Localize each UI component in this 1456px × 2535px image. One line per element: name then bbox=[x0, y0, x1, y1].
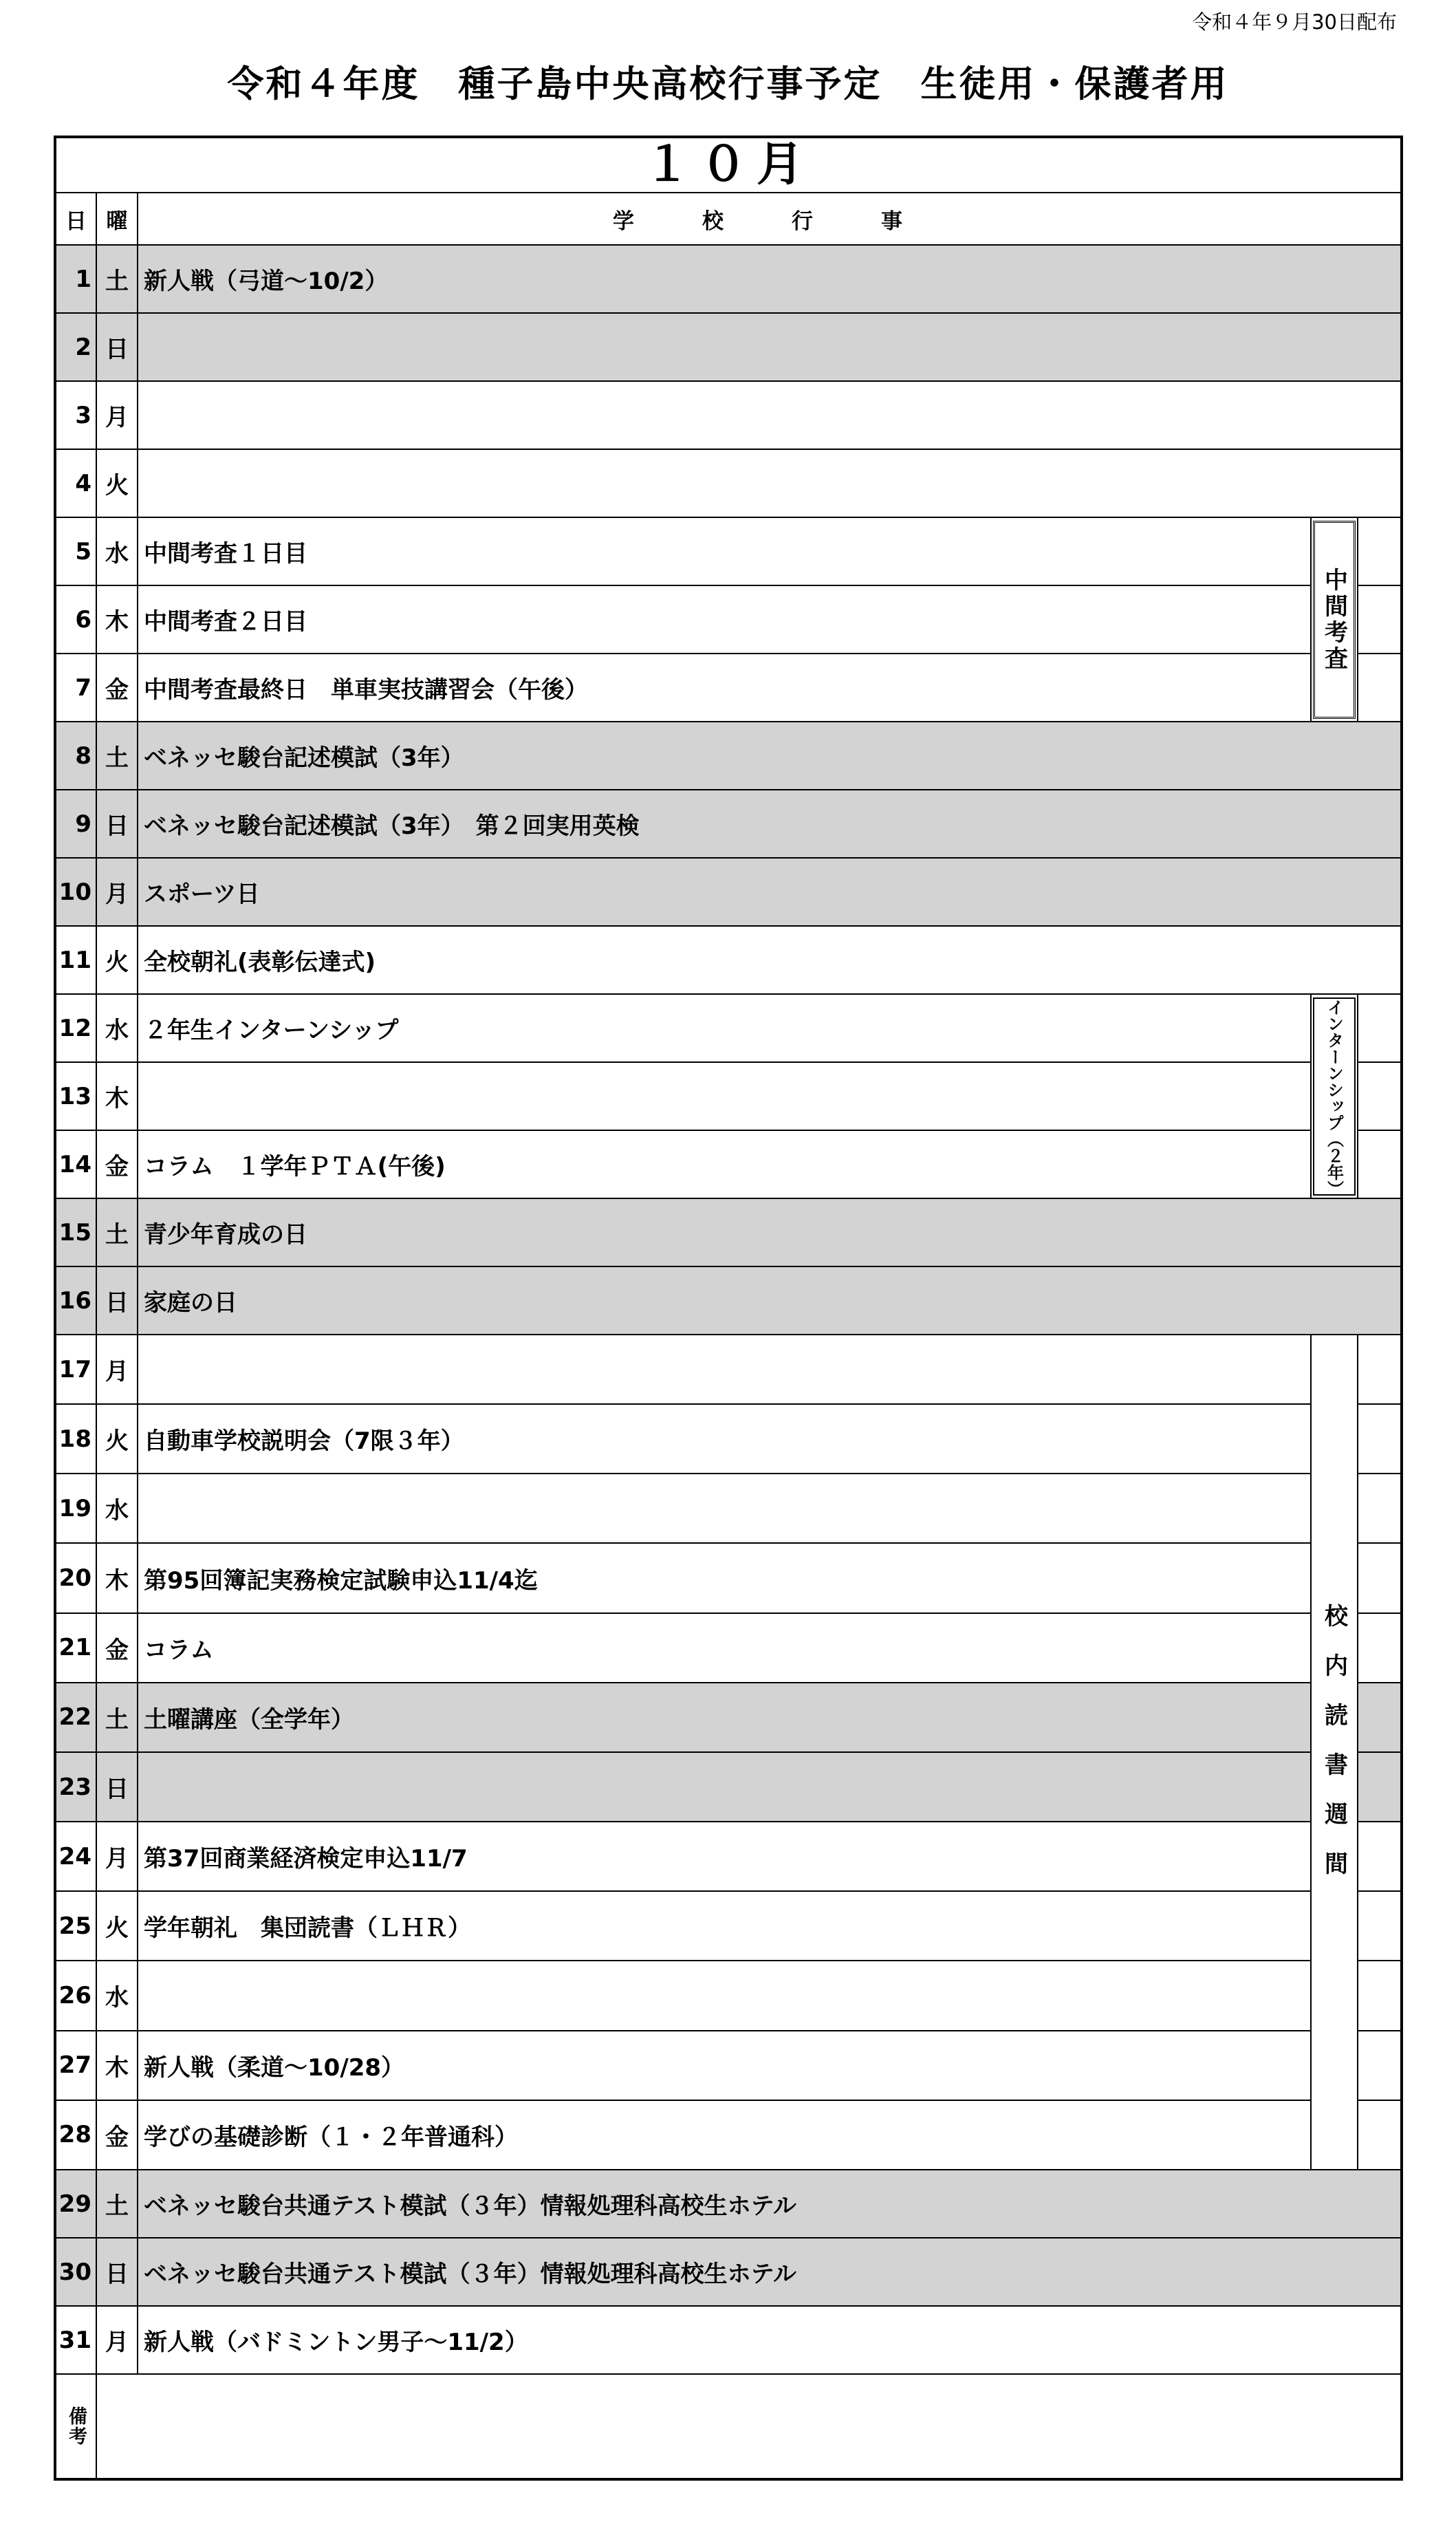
day-number: 18 bbox=[55, 1404, 96, 1474]
schedule-row bbox=[55, 1130, 1402, 1198]
extra-cell bbox=[1358, 2031, 1402, 2100]
schedule-row bbox=[55, 2031, 1402, 2100]
event-text: 自動車学校説明会（7限３年） bbox=[138, 1404, 1311, 1474]
extra-cell bbox=[1358, 585, 1402, 654]
schedule-row bbox=[55, 926, 1402, 994]
day-number: 13 bbox=[55, 1062, 96, 1130]
weekday: 水 bbox=[96, 994, 138, 1062]
event-text: 第37回商業経済検定申込11/7 bbox=[138, 1822, 1311, 1891]
weekday: 月 bbox=[96, 1822, 138, 1891]
remarks-row bbox=[55, 2374, 1402, 2479]
event-text bbox=[138, 1474, 1311, 1543]
day-number: 24 bbox=[55, 1822, 96, 1891]
day-number: 1 bbox=[55, 245, 96, 313]
event-text: ２年生インターンシップ bbox=[138, 994, 1311, 1062]
extra-cell bbox=[1358, 1752, 1402, 1822]
weekday: 日 bbox=[96, 790, 138, 858]
extra-cell bbox=[1358, 1130, 1402, 1198]
weekday: 火 bbox=[96, 1891, 138, 1961]
header-day: 日 bbox=[55, 193, 96, 245]
schedule-row bbox=[55, 1961, 1402, 2030]
schedule-row bbox=[55, 2100, 1402, 2170]
event-text bbox=[138, 1752, 1311, 1822]
remarks-body bbox=[96, 2374, 1402, 2479]
extra-cell bbox=[1358, 2100, 1402, 2170]
day-number: 29 bbox=[55, 2170, 96, 2238]
schedule-row bbox=[55, 245, 1402, 313]
weekday: 土 bbox=[96, 722, 138, 790]
weekday: 日 bbox=[96, 1752, 138, 1822]
day-number: 6 bbox=[55, 585, 96, 654]
weekday: 月 bbox=[96, 858, 138, 926]
day-number: 19 bbox=[55, 1474, 96, 1543]
event-text: 中間考査１日目 bbox=[138, 517, 1311, 585]
day-number: 8 bbox=[55, 722, 96, 790]
extra-cell bbox=[1358, 1961, 1402, 2030]
weekday: 火 bbox=[96, 1404, 138, 1474]
day-number: 4 bbox=[55, 449, 96, 517]
extra-cell bbox=[1358, 1062, 1402, 1130]
day-number: 21 bbox=[55, 1613, 96, 1683]
header-events: 学 校 行 事 bbox=[138, 193, 1402, 245]
extra-cell bbox=[1358, 1683, 1402, 1752]
day-number: 2 bbox=[55, 313, 96, 381]
schedule-row bbox=[55, 858, 1402, 926]
event-text bbox=[138, 381, 1402, 449]
internship-period-cell bbox=[1311, 994, 1358, 1198]
weekday: 土 bbox=[96, 2170, 138, 2238]
day-number: 16 bbox=[55, 1266, 96, 1335]
event-text: ベネッセ駿台共通テスト模試（３年）情報処理科高校生ホテル bbox=[138, 2238, 1402, 2306]
day-number: 28 bbox=[55, 2100, 96, 2170]
weekday: 月 bbox=[96, 1335, 138, 1404]
extra-cell bbox=[1358, 1891, 1402, 1961]
weekday: 日 bbox=[96, 2238, 138, 2306]
day-number: 5 bbox=[55, 517, 96, 585]
schedule-row bbox=[55, 1613, 1402, 1683]
day-number: 17 bbox=[55, 1335, 96, 1404]
weekday: 木 bbox=[96, 585, 138, 654]
remarks-label-cell bbox=[55, 2374, 96, 2479]
extra-cell bbox=[1358, 654, 1402, 722]
day-number: 14 bbox=[55, 1130, 96, 1198]
day-number: 25 bbox=[55, 1891, 96, 1961]
schedule-row bbox=[55, 1062, 1402, 1130]
reading-week-cell bbox=[1311, 1335, 1358, 2170]
event-text: 新人戦（バドミントン男子～11/2） bbox=[138, 2306, 1402, 2374]
event-text bbox=[138, 1961, 1311, 2030]
weekday: 木 bbox=[96, 1543, 138, 1612]
weekday: 金 bbox=[96, 1613, 138, 1683]
event-text: スポーツ日 bbox=[138, 858, 1402, 926]
weekday: 木 bbox=[96, 2031, 138, 2100]
extra-cell bbox=[1358, 1335, 1402, 1404]
month-heading: １０月 bbox=[55, 137, 1402, 193]
day-number: 30 bbox=[55, 2238, 96, 2306]
extra-cell bbox=[1358, 1613, 1402, 1683]
event-text: 学年朝礼 集団読書（ＬＨＲ） bbox=[138, 1891, 1311, 1961]
schedule-row bbox=[55, 1198, 1402, 1266]
schedule-table bbox=[54, 136, 1403, 2481]
midterm-period-cell bbox=[1311, 517, 1358, 722]
day-number: 26 bbox=[55, 1961, 96, 2030]
weekday: 日 bbox=[96, 1266, 138, 1335]
day-number: 20 bbox=[55, 1543, 96, 1612]
midterm-period-label: 中間考査 bbox=[1313, 521, 1356, 719]
weekday: 木 bbox=[96, 1062, 138, 1130]
weekday: 水 bbox=[96, 517, 138, 585]
internship-period-label: インターンシップ（２年） bbox=[1313, 997, 1356, 1196]
extra-cell bbox=[1358, 994, 1402, 1062]
schedule-row bbox=[55, 313, 1402, 381]
weekday: 日 bbox=[96, 313, 138, 381]
document-title: 令和４年度 種子島中央高校行事予定 生徒用・保護者用 bbox=[227, 63, 1229, 105]
schedule-row bbox=[55, 790, 1402, 858]
weekday: 月 bbox=[96, 2306, 138, 2374]
extra-cell bbox=[1358, 1822, 1402, 1891]
event-text: コラム bbox=[138, 1613, 1311, 1683]
schedule-row bbox=[55, 1335, 1402, 1404]
schedule-row bbox=[55, 517, 1402, 585]
event-text: 中間考査２日目 bbox=[138, 585, 1311, 654]
schedule-row bbox=[55, 1891, 1402, 1961]
weekday: 火 bbox=[96, 926, 138, 994]
extra-cell bbox=[1358, 1543, 1402, 1612]
event-text bbox=[138, 449, 1402, 517]
schedule-row bbox=[55, 2306, 1402, 2374]
day-number: 12 bbox=[55, 994, 96, 1062]
weekday: 火 bbox=[96, 449, 138, 517]
schedule-row bbox=[55, 1266, 1402, 1335]
event-text: 家庭の日 bbox=[138, 1266, 1402, 1335]
schedule-row bbox=[55, 1683, 1402, 1752]
day-number: 11 bbox=[55, 926, 96, 994]
event-text: 全校朝礼(表彰伝達式) bbox=[138, 926, 1402, 994]
weekday: 金 bbox=[96, 2100, 138, 2170]
weekday: 土 bbox=[96, 1683, 138, 1752]
weekday: 月 bbox=[96, 381, 138, 449]
schedule-row bbox=[55, 449, 1402, 517]
schedule-row bbox=[55, 722, 1402, 790]
day-number: 23 bbox=[55, 1752, 96, 1822]
weekday: 水 bbox=[96, 1474, 138, 1543]
day-number: 7 bbox=[55, 654, 96, 722]
schedule-row bbox=[55, 1822, 1402, 1891]
event-text: 第95回簿記実務検定試験申込11/4迄 bbox=[138, 1543, 1311, 1612]
schedule-row bbox=[55, 1543, 1402, 1612]
weekday: 土 bbox=[96, 1198, 138, 1266]
schedule-row bbox=[55, 585, 1402, 654]
event-text: 青少年育成の日 bbox=[138, 1198, 1402, 1266]
reading-week-label: 校内読書週間 bbox=[1320, 1604, 1348, 1901]
schedule-row bbox=[55, 2170, 1402, 2238]
extra-cell bbox=[1358, 517, 1402, 585]
issue-date: 令和４年９月30日配布 bbox=[1192, 10, 1397, 34]
extra-cell bbox=[1358, 1474, 1402, 1543]
day-number: 15 bbox=[55, 1198, 96, 1266]
schedule-row bbox=[55, 2238, 1402, 2306]
extra-cell bbox=[1358, 1404, 1402, 1474]
schedule-row bbox=[55, 1404, 1402, 1474]
weekday: 土 bbox=[96, 245, 138, 313]
event-text: 新人戦（柔道～10/28） bbox=[138, 2031, 1311, 2100]
event-text: ベネッセ駿台記述模試（3年） bbox=[138, 722, 1402, 790]
event-text: 土曜講座（全学年） bbox=[138, 1683, 1311, 1752]
weekday: 金 bbox=[96, 1130, 138, 1198]
event-text: コラム １学年ＰＴＡ(午後) bbox=[138, 1130, 1311, 1198]
header-weekday: 曜 bbox=[96, 193, 138, 245]
event-text bbox=[138, 1335, 1311, 1404]
day-number: 22 bbox=[55, 1683, 96, 1752]
day-number: 9 bbox=[55, 790, 96, 858]
schedule-row bbox=[55, 994, 1402, 1062]
schedule-row bbox=[55, 1752, 1402, 1822]
remarks-label: 備考 bbox=[65, 2406, 87, 2446]
event-text: 中間考査最終日 単車実技講習会（午後） bbox=[138, 654, 1311, 722]
schedule-row bbox=[55, 654, 1402, 722]
day-number: 10 bbox=[55, 858, 96, 926]
event-text bbox=[138, 313, 1402, 381]
schedule-row bbox=[55, 381, 1402, 449]
weekday: 金 bbox=[96, 654, 138, 722]
weekday: 水 bbox=[96, 1961, 138, 2030]
schedule-row bbox=[55, 1474, 1402, 1543]
event-text: ベネッセ駿台共通テスト模試（３年）情報処理科高校生ホテル bbox=[138, 2170, 1402, 2238]
event-text: 学びの基礎診断（１・２年普通科） bbox=[138, 2100, 1311, 2170]
day-number: 27 bbox=[55, 2031, 96, 2100]
event-text bbox=[138, 1062, 1311, 1130]
day-number: 3 bbox=[55, 381, 96, 449]
day-number: 31 bbox=[55, 2306, 96, 2374]
event-text: ベネッセ駿台記述模試（3年） 第２回実用英検 bbox=[138, 790, 1402, 858]
event-text: 新人戦（弓道～10/2） bbox=[138, 245, 1402, 313]
